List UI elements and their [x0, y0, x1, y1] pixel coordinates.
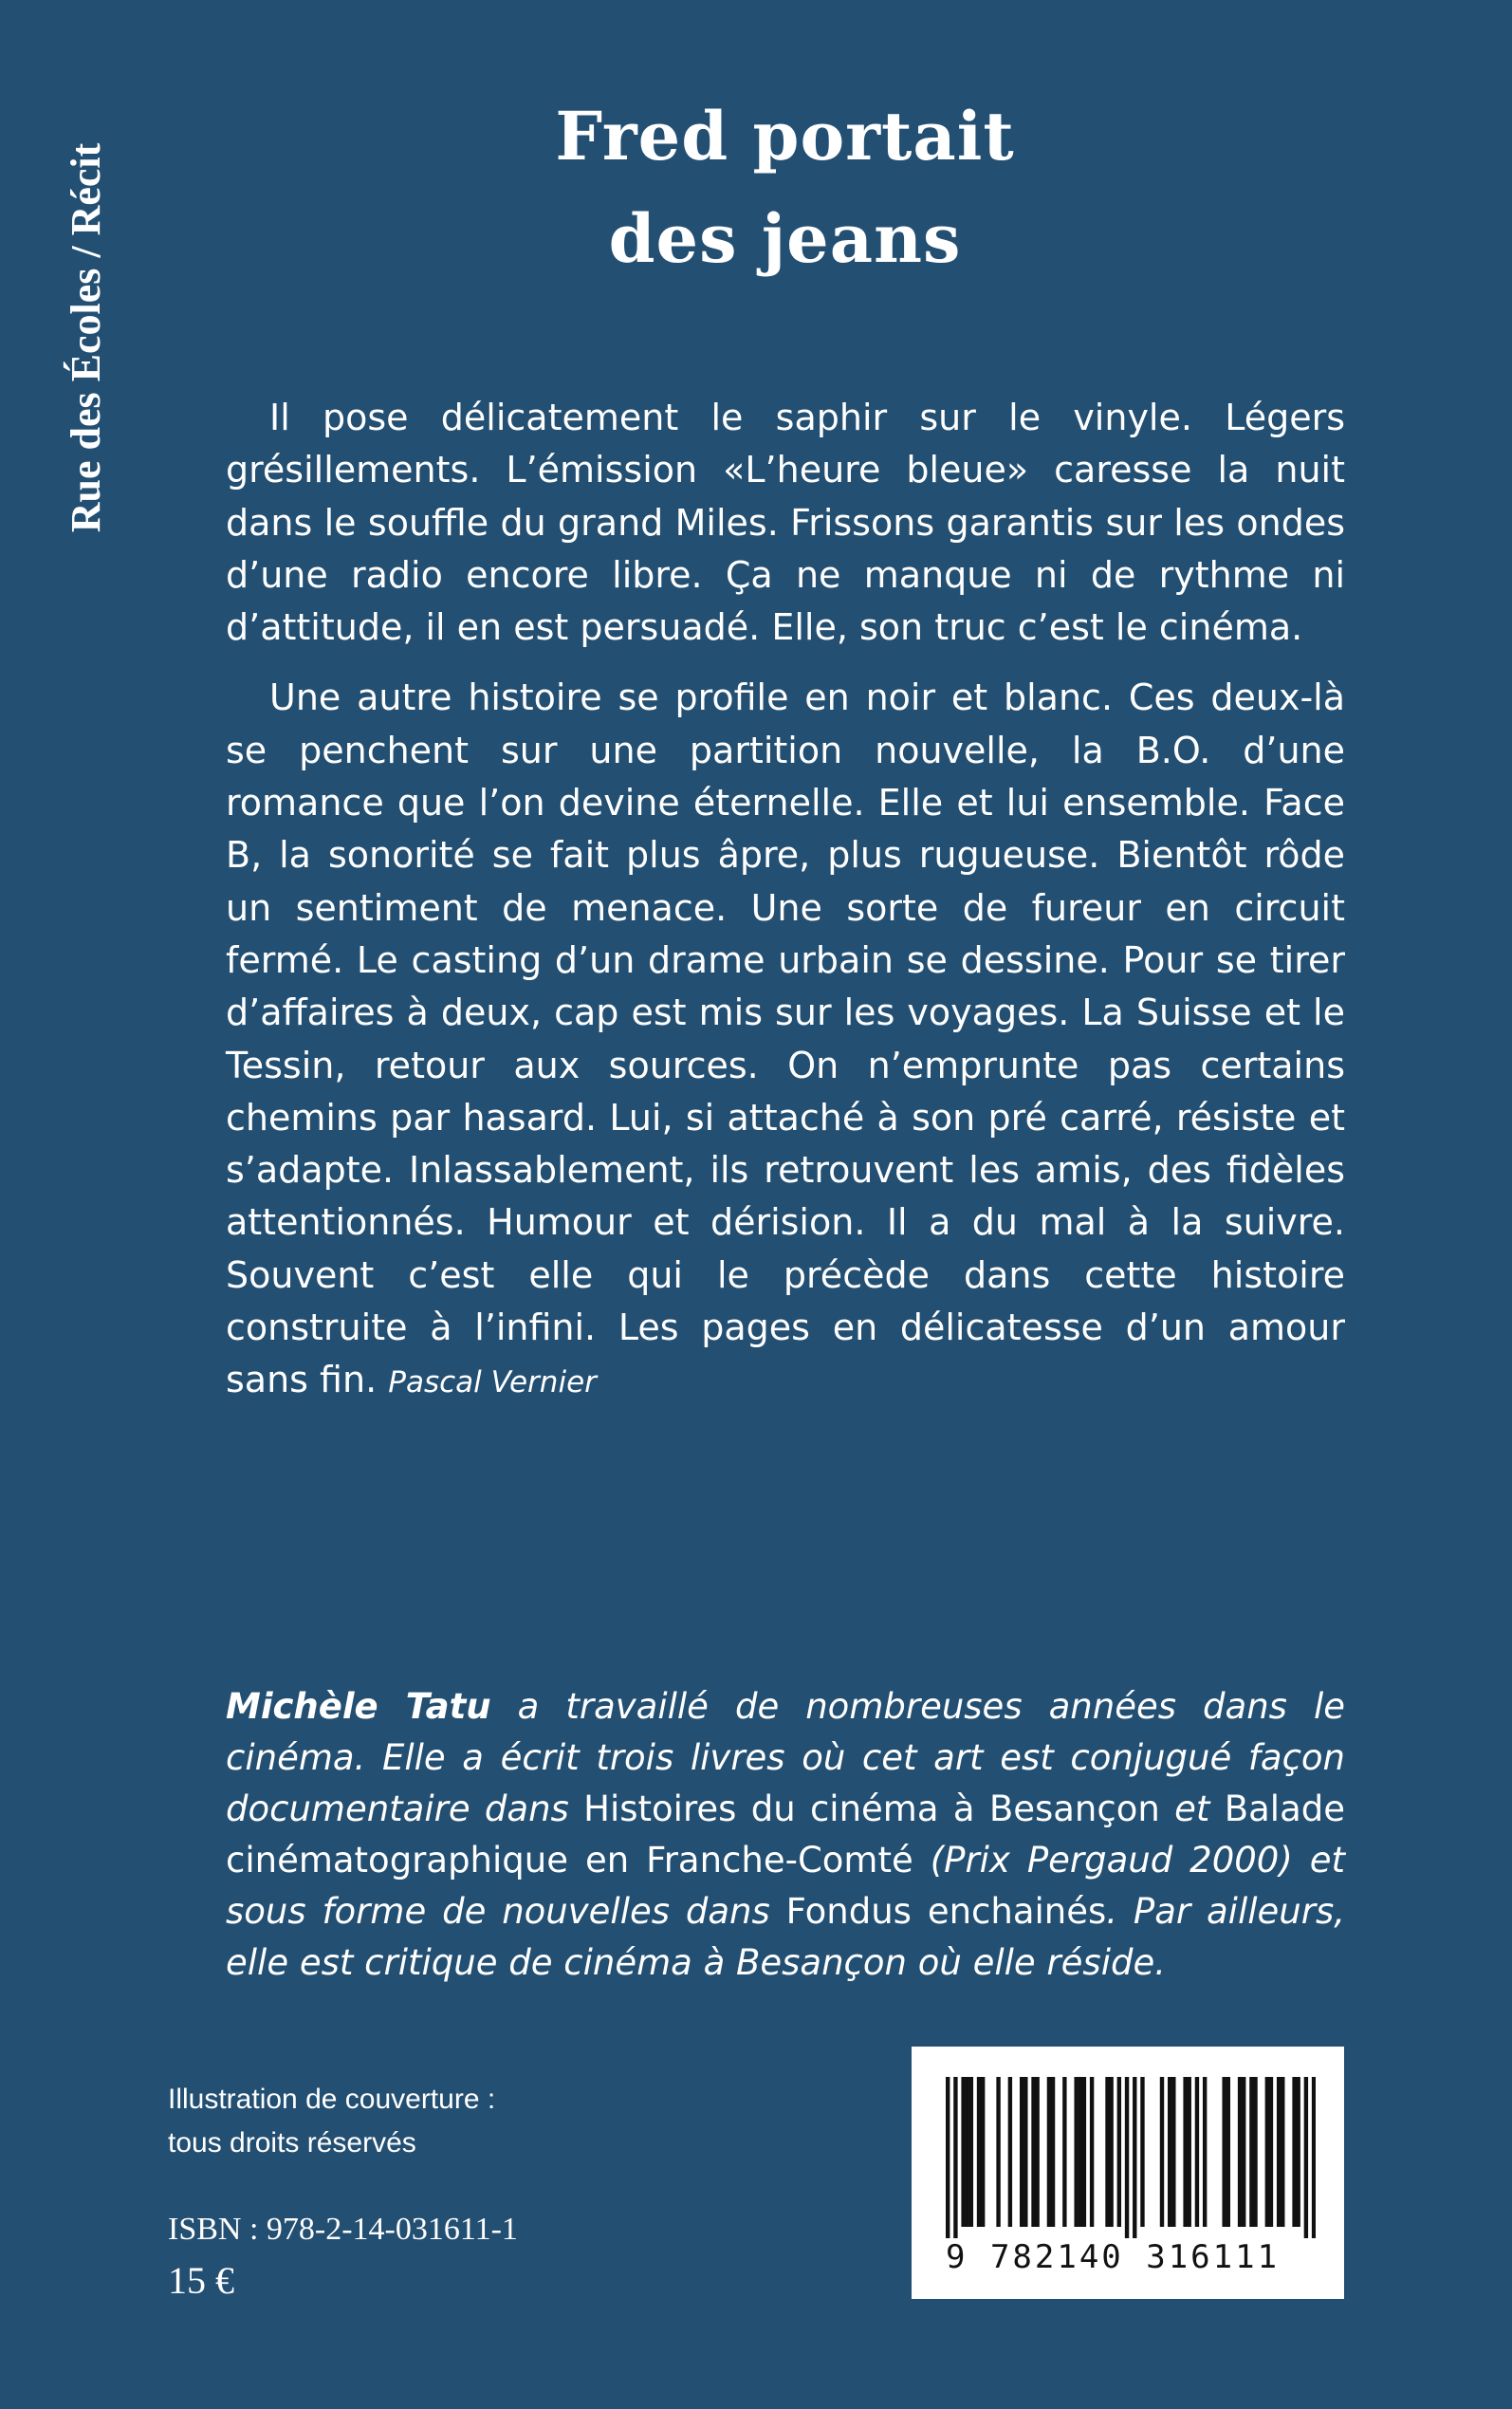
barcode-bar — [966, 2077, 969, 2227]
barcode-bar — [1277, 2077, 1281, 2227]
blurb-paragraph-2 — [226, 672, 1345, 1409]
barcode-bar — [1312, 2077, 1316, 2238]
barcode-bar — [981, 2077, 985, 2227]
barcode-bar — [1249, 2077, 1253, 2227]
barcode-bar — [1140, 2077, 1144, 2227]
barcode-bar — [1222, 2077, 1226, 2227]
barcode-bar — [946, 2077, 950, 2238]
collection-label: Rue des Écoles / Récit — [63, 142, 109, 533]
title-line-1: Fred portait — [555, 97, 1015, 176]
barcode-bar — [1082, 2077, 1086, 2227]
barcode-bar — [1105, 2077, 1109, 2227]
barcode-bar — [1062, 2077, 1066, 2227]
barcode-bar — [1281, 2077, 1284, 2227]
barcode-bar — [1133, 2077, 1136, 2238]
price: 15 € — [168, 2259, 234, 2302]
barcode-bar — [1292, 2077, 1296, 2227]
barcode-bar — [1051, 2077, 1055, 2227]
barcode-bar — [969, 2077, 973, 2227]
barcode-bar — [1203, 2077, 1207, 2227]
barcode-bar — [1109, 2077, 1113, 2227]
barcode-bar — [1183, 2077, 1187, 2227]
barcode-bar — [1171, 2077, 1175, 2227]
barcode-bar — [1253, 2077, 1257, 2227]
blurb-paragraph-1: Il pose délicatement le saphir sur le vinyle. Légers grésillements. L’émission «L’heure bleue» caresse la nuit dans le souffle du grand Miles. Frissons garantis sur les ondes d’une radio encore libre. Ça ne manque ni de rythme ni d’attitude, il en est persuadé. Elle, son truc c’est le cinéma. — [226, 397, 1345, 649]
barcode-bar — [1008, 2077, 1012, 2227]
barcode-bar — [953, 2077, 957, 2238]
barcode-bar — [1226, 2077, 1230, 2227]
bio-book-2: Balade cinématographique en Franche-Comté — [226, 1788, 1345, 1881]
isbn-number: ISBN : 978-2-14-031611-1 — [168, 2212, 518, 2247]
barcode-bar — [1035, 2077, 1039, 2227]
author-name: Michèle Tatu — [226, 1686, 491, 1727]
barcode-bar — [1090, 2077, 1094, 2227]
illustration-credit — [168, 2078, 495, 2165]
bio-text-1: a travaillé de nombreuses années dans le cinéma. Elle a écrit trois livres où cet art est conjugué façon documentaire dans — [226, 1686, 1345, 1829]
barcode-bar — [1125, 2077, 1129, 2238]
bio-text-3: (Prix Pergaud 2000) et sous forme de nouvelles dans — [226, 1840, 1345, 1932]
barcode-bar — [1074, 2077, 1078, 2227]
blurb-signature: Pascal Vernier — [388, 1365, 597, 1400]
bio-text-4: . Par ailleurs, elle est critique de cinéma à Besançon où elle réside. — [226, 1891, 1345, 1983]
bio-book-1: Histoires du cinéma à Besançon — [583, 1788, 1160, 1829]
barcode-bar — [1020, 2077, 1023, 2227]
book-title — [285, 85, 1285, 290]
bio-book-3: Fondus enchainés — [785, 1891, 1107, 1932]
barcode-bar — [977, 2077, 981, 2227]
barcode-bar — [1188, 2077, 1191, 2227]
barcode-bar — [996, 2077, 1000, 2227]
back-cover-blurb — [226, 392, 1345, 1428]
barcode-bar — [1242, 2077, 1245, 2227]
barcode-bar — [1117, 2077, 1121, 2227]
author-bio — [226, 1681, 1345, 1989]
barcode-bars — [946, 2077, 1316, 2238]
credit-line-2: tous droits réservés — [168, 2127, 416, 2159]
barcode-bar — [1265, 2077, 1269, 2227]
barcode-bar — [1168, 2077, 1171, 2227]
barcode-bar — [1079, 2077, 1082, 2227]
barcode-bar — [1304, 2077, 1308, 2238]
barcode-bar — [1296, 2077, 1300, 2227]
barcode-bar — [1269, 2077, 1273, 2227]
barcode-bar — [961, 2077, 965, 2227]
title-line-2: des jeans — [608, 199, 962, 278]
barcode — [912, 2047, 1344, 2299]
barcode-digits: 9 782140 316111 — [946, 2238, 1281, 2276]
barcode-bar — [1238, 2077, 1242, 2227]
credit-line-1: Illustration de couverture : — [168, 2084, 496, 2115]
bio-text-2: et — [1159, 1788, 1225, 1829]
barcode-bar — [1195, 2077, 1199, 2227]
barcode-bar — [1047, 2077, 1051, 2227]
barcode-bar — [1031, 2077, 1035, 2227]
barcode-bar — [1023, 2077, 1027, 2227]
barcode-bar — [1160, 2077, 1164, 2227]
blurb-paragraph-2-text: Une autre histoire se profile en noir et blanc. Ces deux-là se penchent sur une partition nouvelle, la B.O. d’une romance que l’on devine éternelle. Elle et lui ensemble. Face B, la sonorité se fait plus âpre, plus rugueuse. Bientôt rôde un sentiment de menace. Une sorte de fureur en circuit fermé. Le casting d’un drame urbain se dessine. Pour se tirer d’affaires à deux, cap est mis sur les voyages. La Suisse et le Tessin, retour aux sources. On n’emprunte pas certains chemins par hasard. Lui, si attaché à son pré carré, résiste et s’adapte. Inlassablement, ils retrouvent les amis, des fidèles attentionnés. Humour et dérision. Il a du mal à la suivre. Souvent c’est elle qui le précède dans cette histoire construite à l’infini. Les pages en délicatesse d’un amour sans fin. — [226, 676, 1345, 1401]
